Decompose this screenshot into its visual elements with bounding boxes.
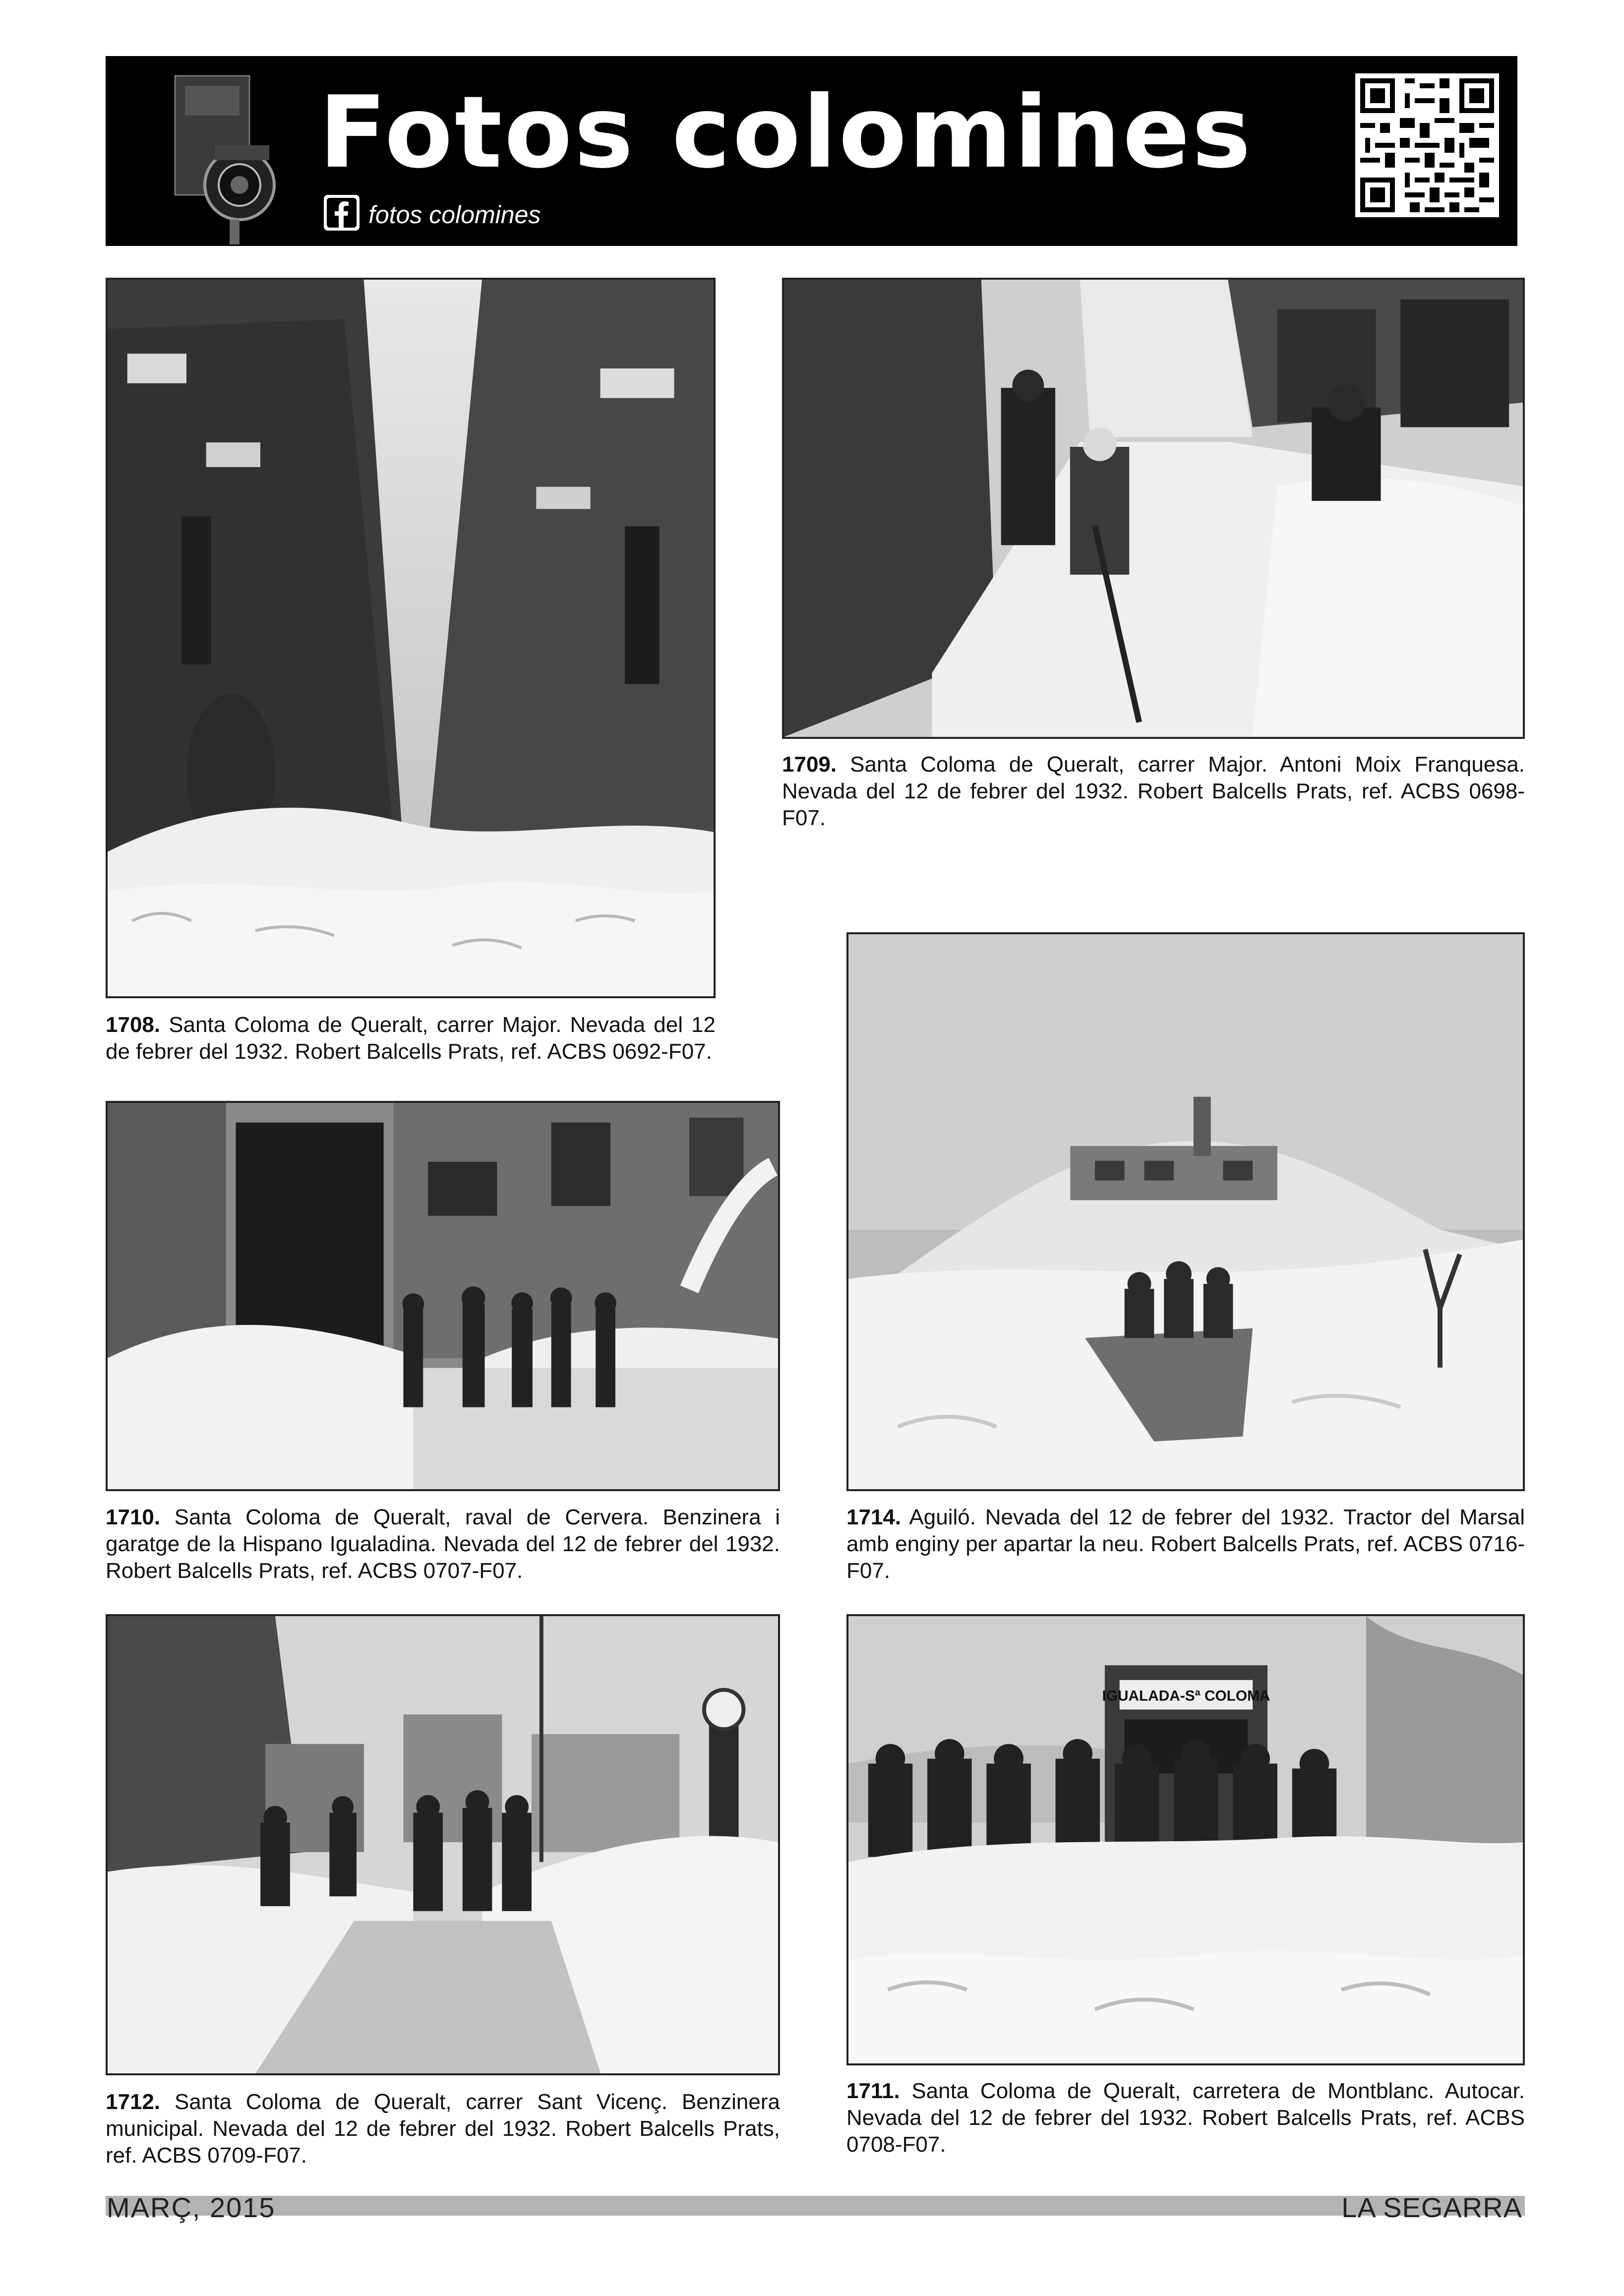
photo-1714 <box>846 932 1525 1491</box>
photo-number: 1709. <box>782 752 837 777</box>
footer-date: MARÇ, 2015 <box>107 2192 276 2223</box>
caption-1712 <box>106 2089 780 2169</box>
camera-icon <box>165 61 294 244</box>
photo-number: 1710. <box>106 1505 161 1529</box>
facebook-label[interactable]: fotos colomines <box>368 201 541 229</box>
caption-1709 <box>782 751 1525 832</box>
caption-1708 <box>106 1012 716 1065</box>
footer-publication: LA SEGARRA <box>1341 2192 1522 2223</box>
masthead <box>106 56 1517 246</box>
photo-number: 1712. <box>106 2090 161 2114</box>
caption-1710 <box>106 1504 780 1584</box>
photo-number: 1711. <box>846 2079 900 2103</box>
photo-number: 1714. <box>846 1505 902 1529</box>
caption-1711 <box>846 2078 1525 2158</box>
caption-text: Santa Coloma de Queralt, carrer Sant Vicenç. Benzinera municipal. Nevada del 12 de febrer del 1932. Robert Balcells Prats, ref. ACBS 0709-F07. <box>106 2090 780 2168</box>
photo-1710 <box>106 1101 780 1491</box>
caption-text: Santa Coloma de Queralt, carrer Major. Antoni Moix Franquesa. Nevada del 12 de febrer del 1932. Robert Balcells Prats, ref. ACBS 0698-F07. <box>782 752 1525 830</box>
bus-sign: IGUALADA-Sª COLOMA <box>1102 1688 1270 1704</box>
caption-text: Santa Coloma de Queralt, carretera de Montblanc. Autocar. Nevada del 12 de febrer del 1932. Robert Balcells Prats, ref. ACBS 0708-F07. <box>846 2079 1525 2157</box>
photo-number: 1708. <box>106 1013 161 1037</box>
photo-1711 <box>846 1614 1525 2065</box>
masthead-title: Fotos colomines <box>319 75 1253 190</box>
photo-1709 <box>782 278 1525 739</box>
photo-1708 <box>106 278 716 998</box>
caption-text: Aguiló. Nevada del 12 de febrer del 1932. Tractor del Marsal amb enginy per apartar la neu. Robert Balcells Prats, ref. ACBS 0716-F07. <box>846 1505 1525 1583</box>
qr-code-icon <box>1355 73 1499 217</box>
photo-1712 <box>106 1614 780 2075</box>
caption-text: Santa Coloma de Queralt, raval de Cervera. Benzinera i garatge de la Hispano Igualadina. Nevada del 12 de febrer del 1932. Robert Balcells Prats, ref. ACBS 0707-F07. <box>106 1505 780 1583</box>
caption-1714 <box>846 1504 1525 1584</box>
facebook-icon[interactable] <box>324 195 360 231</box>
footer-bar <box>106 2196 1525 2216</box>
caption-text: Santa Coloma de Queralt, carrer Major. Nevada del 12 de febrer del 1932. Robert Balcells Prats, ref. ACBS 0692-F07. <box>106 1013 716 1064</box>
